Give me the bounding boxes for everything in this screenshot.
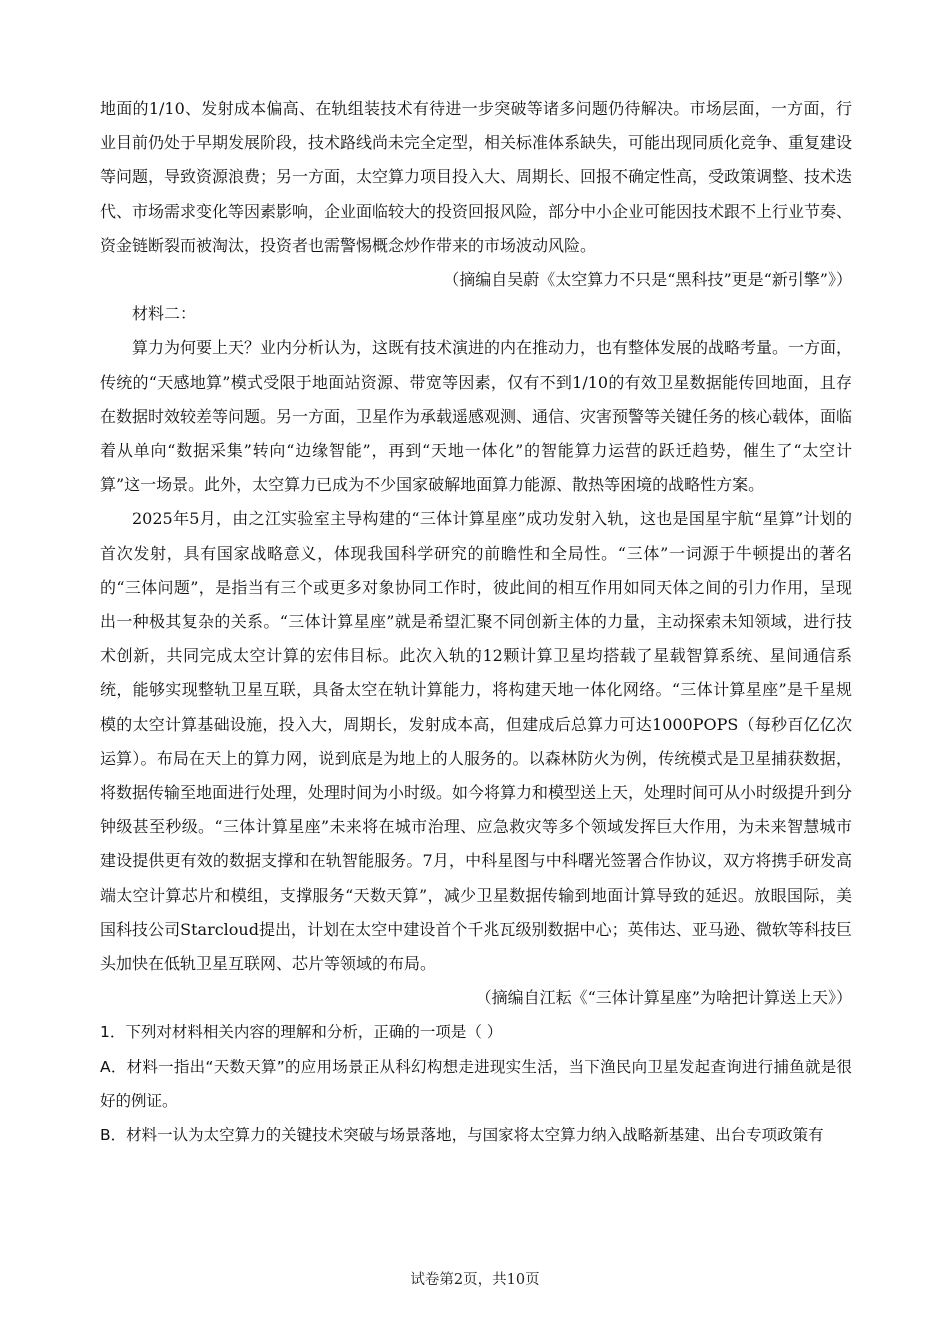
paragraph-continued: 地面的1/10、发射成本偏高、在轨组装技术有待进一步突破等诸多问题仍待解决。市场层面，一方面，行业目前仍处于早期发展阶段，技术路线尚未完全定型，相关标准体系缺失，可能出现同质化竞争、重复建设等问题，导致资源浪费；另一方面，太空算力项目投入大、周期长、回报不确定性高，受政策调整、技术迭代、市场需求变化等因素影响，企业面临较大的投资回报风险，部分中小企业可能因技术跟不上行业节奏、资金链断裂而被淘汰，投资者也需警惕概念炒作带来的市场波动风险。 [100,99,853,255]
material-2-heading: 材料二： [132,304,197,324]
page-footer: 试卷第2页，共10页 [410,1272,540,1288]
document-body [100,92,852,1152]
material-2-paragraph-2: 2025年5月，由之江实验室主导构建的“三体计算星座”成功发射入轨，这也是国星宇航“星算”计划的首次发射，具有国家战略意义，体现我国科学研究的前瞻性和全局性。“三体”一词源于牛顿提出的著名的“三体问题”，是指当有三个或更多对象协同工作时，彼此间的相互作用如同天体之间的引力作用，呈现出一种极其复杂的关系。“三体计算星座”就是希望汇聚不同创新主体的力量，主动探索未知领域，进行技术创新，共同完成太空计算的宏伟目标。此次入轨的12颗计算卫星均搭载了星载智算系统、星间通信系统，能够实现整轨卫星互联，具备太空在轨计算能力，将构建天地一体化网络。“三体计算星座”是千星规模的太空计算基础设施，投入大，周期长，发射成本高，但建成后总算力可达1000POPS（每秒百亿亿次运算）。布局在天上的算力网，说到底是为地上的人服务的。以森林防火为例，传统模式是卫星捕获数据，将数据传输至地面进行处理，处理时间为小时级。如今将算力和模型送上天，处理时间可从小时级提升到分钟级甚至秒级。“三体计算星座”未来将在城市治理、应急救灾等多个领域发挥巨大作用，为未来智慧城市建设提供更有效的数据支撑和在轨智能服务。7月，中科星图与中科曙光签署合作协议，双方将携手研发高端太空计算芯片和模组，支撑服务“天数天算”，减少卫星数据传输到地面计算导致的延迟。放眼国际，美国科技公司Starcloud提出，计划在太空中建设首个千兆瓦级别数据中心；英伟达、亚马逊、微软等科技巨头加快在低轨卫星互联网、芯片等领域的布局。 [100,509,853,974]
question-1-option-a: A．材料一指出“天数天算”的应用场景正从科幻构想走进现实生活，当下渔民向卫星发起查询进行捕鱼就是很好的例证。 [100,1057,852,1110]
question-1-stem: 1．下列对材料相关内容的理解和分析，正确的一项是（ ） [100,1023,503,1042]
material-2-paragraph-1: 算力为何要上天？业内分析认为，这既有技术演进的内在推动力，也有整体发展的战略考量。一方面，传统的“天感地算”模式受限于地面站资源、带宽等因素，仅有不到1/10的有效卫星数据能传回地面，且存在数据时效较差等问题。另一方面，卫星作为承载遥感观测、通信、灾害预警等关键任务的核心载体，面临着从单向“数据采集”转向“边缘智能”，再到“天地一体化”的智能算力运营的跃迁趋势，催生了“太空计算”这一场景。此外，太空算力已成为不少国家破解地面算力能源、散热等困境的战略性方案。 [100,338,853,495]
question-1-option-b: B．材料一认为太空算力的关键技术突破与场景落地，与国家将太空算力纳入战略新基建、出台专项政策有 [100,1126,824,1145]
source-citation-1: （摘编自吴蔚《太空算力不只是“黑科技”更是“新引擎”》） [443,270,852,290]
source-citation-2: （摘编自江耘《“三体计算星座”为啥把计算送上天》） [475,988,852,1008]
